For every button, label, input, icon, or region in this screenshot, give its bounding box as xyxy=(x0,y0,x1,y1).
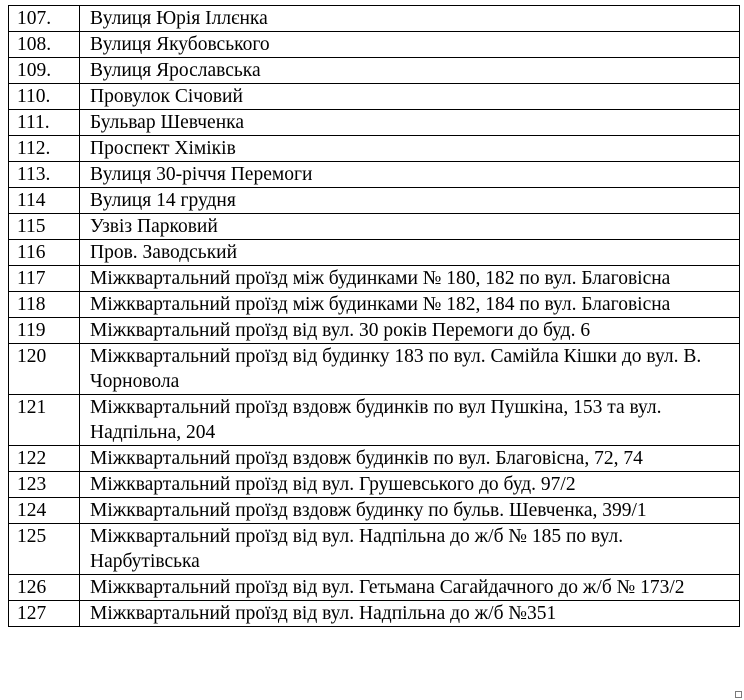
row-number: 107. xyxy=(9,6,80,32)
street-name: Міжквартальний проїзд від вул. 30 років Перемоги до буд. 6 xyxy=(80,318,740,344)
row-number: 110. xyxy=(9,84,80,110)
table-row xyxy=(9,395,740,446)
table-row xyxy=(9,446,740,472)
street-name: Бульвар Шевченка xyxy=(80,110,740,136)
table-row xyxy=(9,214,740,240)
row-number: 112. xyxy=(9,136,80,162)
street-name: Проспект Хіміків xyxy=(80,136,740,162)
table-row xyxy=(9,32,740,58)
row-number: 122 xyxy=(9,446,80,472)
table-row xyxy=(9,498,740,524)
street-name: Пров. Заводський xyxy=(80,240,740,266)
street-name: Вулиця Ярославська xyxy=(80,58,740,84)
table-row xyxy=(9,344,740,395)
street-name: Міжквартальний проїзд від вул. Надпільна до ж/б № 185 по вул. Нарбутівська xyxy=(80,524,740,575)
table-row xyxy=(9,292,740,318)
row-number: 113. xyxy=(9,162,80,188)
street-name: Міжквартальний проїзд від вул. Надпільна до ж/б №351 xyxy=(80,601,740,627)
row-number: 123 xyxy=(9,472,80,498)
table-row xyxy=(9,110,740,136)
street-name: Міжквартальний проїзд вздовж будинків по вул. Благовісна, 72, 74 xyxy=(80,446,740,472)
table-row xyxy=(9,266,740,292)
table-row xyxy=(9,162,740,188)
table-row xyxy=(9,58,740,84)
row-number: 120 xyxy=(9,344,80,395)
row-number: 115 xyxy=(9,214,80,240)
table-row xyxy=(9,240,740,266)
street-name: Вулиця Якубовського xyxy=(80,32,740,58)
street-name: Вулиця Юрія Іллєнка xyxy=(80,6,740,32)
row-number: 125 xyxy=(9,524,80,575)
table-row xyxy=(9,6,740,32)
table-row xyxy=(9,524,740,575)
row-number: 127 xyxy=(9,601,80,627)
row-number: 108. xyxy=(9,32,80,58)
street-name: Міжквартальний проїзд між будинками № 180, 182 по вул. Благовісна xyxy=(80,266,740,292)
table-row xyxy=(9,575,740,601)
row-number: 109. xyxy=(9,58,80,84)
row-number: 119 xyxy=(9,318,80,344)
row-number: 124 xyxy=(9,498,80,524)
street-name: Міжквартальний проїзд між будинками № 182, 184 по вул. Благовісна xyxy=(80,292,740,318)
streets-table xyxy=(8,5,740,627)
street-name: Вулиця 14 грудня xyxy=(80,188,740,214)
street-name: Провулок Січовий xyxy=(80,84,740,110)
row-number: 118 xyxy=(9,292,80,318)
row-number: 126 xyxy=(9,575,80,601)
row-number: 117 xyxy=(9,266,80,292)
street-name: Вулиця 30-річчя Перемоги xyxy=(80,162,740,188)
streets-table-body xyxy=(9,6,740,627)
row-number: 116 xyxy=(9,240,80,266)
table-row xyxy=(9,601,740,627)
street-name: Міжквартальний проїзд вздовж будинку по бульв. Шевченка, 399/1 xyxy=(80,498,740,524)
table-row xyxy=(9,136,740,162)
street-name: Міжквартальний проїзд від вул. Гетьмана Сагайдачного до ж/б № 173/2 xyxy=(80,575,740,601)
street-name: Узвіз Парковий xyxy=(80,214,740,240)
row-number: 121 xyxy=(9,395,80,446)
row-number: 111. xyxy=(9,110,80,136)
table-row xyxy=(9,84,740,110)
table-row xyxy=(9,318,740,344)
row-number: 114 xyxy=(9,188,80,214)
street-name: Міжквартальний проїзд від вул. Грушевського до буд. 97/2 xyxy=(80,472,740,498)
street-name: Міжквартальний проїзд вздовж будинків по вул Пушкіна, 153 та вул. Надпільна, 204 xyxy=(80,395,740,446)
street-name: Міжквартальний проїзд від будинку 183 по вул. Самійла Кішки до вул. В. Чорновола xyxy=(80,344,740,395)
table-row xyxy=(9,188,740,214)
resize-handle-icon xyxy=(735,691,742,698)
table-row xyxy=(9,472,740,498)
